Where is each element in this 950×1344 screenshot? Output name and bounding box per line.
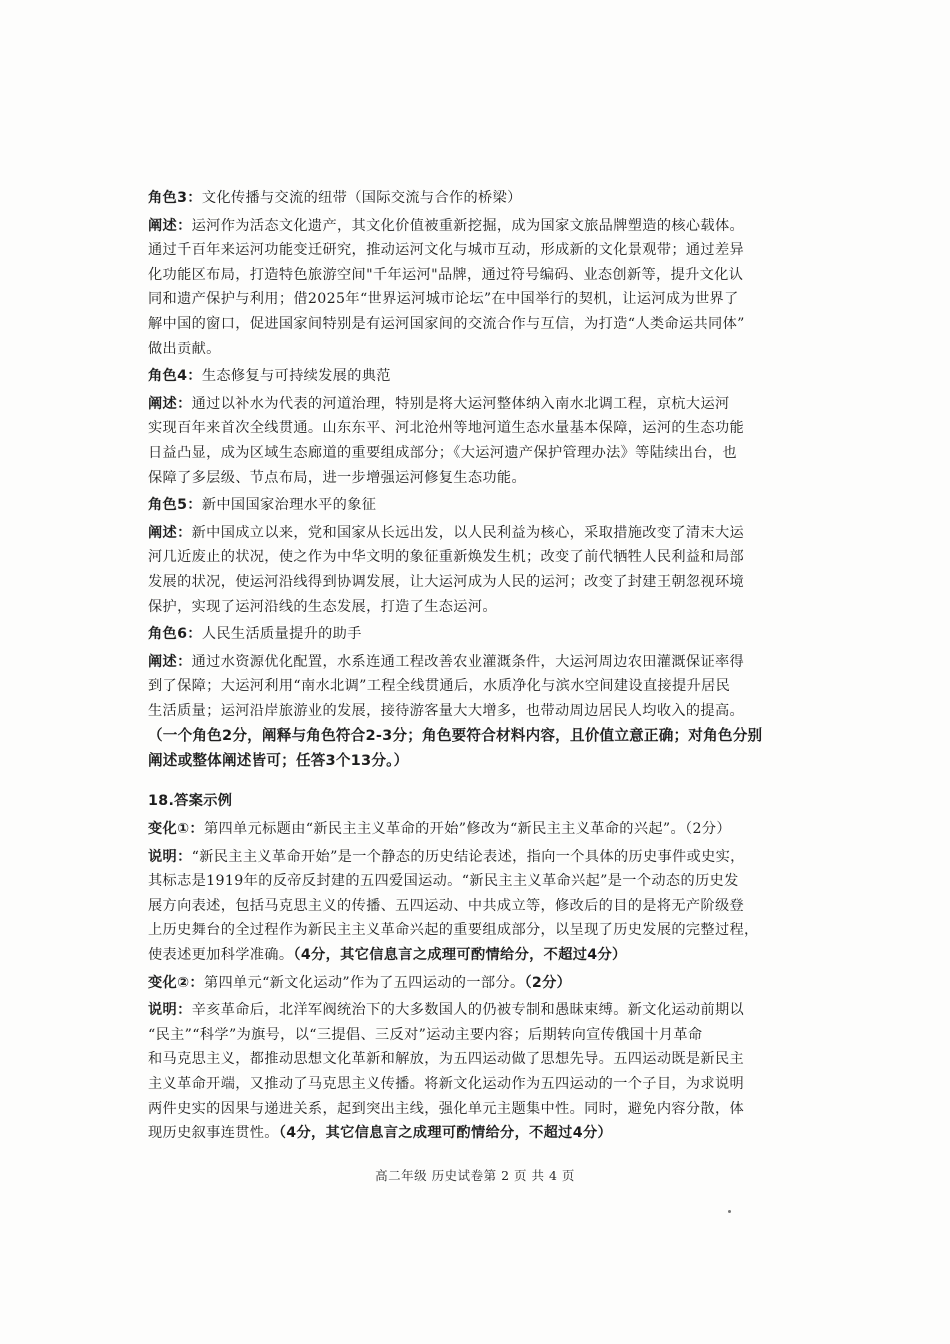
desc-label: 说明： (148, 848, 192, 865)
change-2-desc-line: 两件史实的因果与递进关系，起到突出主线，强化单元主题集中性。同时，避免内容分散，体 (148, 1100, 745, 1117)
role-label: 角色4： (148, 368, 202, 385)
role-title: 文化传播与交流的纽带（国际交流与合作的桥梁） (201, 190, 522, 206)
role-6-heading (148, 622, 808, 647)
role-title: 新中国国家治理水平的象征 (201, 497, 377, 514)
change-2-desc-line: 和马克思主义，都推动思想文化革新和解放，为五四运动做了思想先导。五四运动既是新民主 (148, 1051, 745, 1068)
role-4-desc-line: 实现百年来首次全线贯通。山东东平、河北沧州等地河道生态水量基本保障，运河的生态功能 (148, 420, 745, 437)
answer-content (148, 186, 808, 1146)
role-5-desc-line: 河几近废止的状况，使之作为中华文明的象征重新焕发生机；改变了前代牺牲人民利益和局部 (148, 549, 745, 566)
score-note: （4分，其它信息言之成理可酌情给分，不超过4分） (293, 947, 627, 964)
change-1-desc-line: 上历史舞台的全过程作为新民主主义革命兴起的重要组成部分，以呈现了历史发展的完整过程， (148, 922, 759, 939)
change-1-statement (148, 817, 808, 842)
desc-text: 使表述更加科学准确。 (148, 947, 294, 964)
desc-text: 通过以补水为代表的河道治理，特别是将大运河整体纳入南水北调工程，京杭大运河 (191, 395, 730, 412)
page-footer: 高二年级 历史试卷第 2 页 共 4 页 (375, 1168, 575, 1183)
role-5-desc-line (148, 521, 808, 546)
desc-label: 阐述： (148, 524, 192, 541)
role-6-desc-line (148, 650, 808, 675)
change-text: 第四单元标题由“新民主主义革命的开始”修改为“新民主主义革命的兴起”。（2分） (203, 821, 731, 838)
q18-heading-text: 18.答案示例 (148, 793, 233, 810)
change-1-desc-line (148, 943, 808, 968)
q18-heading (148, 789, 808, 814)
desc-text: 辛亥革命后，北洋军阀统治下的大多数国人的仍被专制和愚昧束缚。新文化运动前期以 (191, 1002, 745, 1019)
role-label: 角色3： (148, 190, 202, 206)
role-5-heading (148, 493, 808, 518)
role-3-desc-line (148, 214, 808, 239)
change-label: 变化①： (148, 821, 204, 838)
role-4-desc-line (148, 392, 808, 417)
change-1-desc-line: 其标志是1919年的反帝反封建的五四爱国运动。“新民主主义革命兴起”是一个动态的历史发 (148, 873, 739, 890)
desc-text: 通过水资源优化配置，水系连通工程改善农业灌溉条件，大运河周边农田灌溉保证率得 (191, 653, 745, 670)
role-4-desc-line: 保障了多层级、节点布局，进一步增强运河修复生态功能。 (148, 469, 526, 486)
role-6-desc-line: 生活质量；运河沿岸旅游业的发展，接待游客量大大增多，也带动周边居民人均收入的提高。 (148, 702, 745, 719)
desc-label: 阐述： (148, 653, 192, 670)
change-2-desc-line (148, 998, 808, 1023)
role-title: 生态修复与可持续发展的典范 (201, 368, 391, 385)
role-3-desc-line: 解中国的窗口，促进国家间特别是有运河国家间的交流合作与互信，为打造“人类命运共同体” (148, 315, 745, 332)
score-note: （2分） (524, 974, 572, 991)
score-note: （4分，其它信息言之成理可酌情给分，不超过4分） (278, 1125, 613, 1142)
role-5-desc-line: 发展的状况，使运河沿线得到协调发展，让大运河成为人民的运河；改变了封建王朝忽视环境 (148, 573, 745, 590)
desc-label: 说明： (148, 1002, 192, 1019)
change-label: 变化②： (148, 974, 204, 991)
role-4-heading (148, 364, 808, 389)
desc-text: “新民主主义革命开始”是一个静态的历史结论表述，指向一个具体的历史事件或史实， (191, 848, 745, 865)
scoring-note-line: 阐述或整体阐述皆可；任答3个13分。） (148, 752, 409, 770)
role-label: 角色5： (148, 497, 202, 514)
role-label: 角色6： (148, 626, 202, 643)
role-3-desc-line: 化功能区布局，打造特色旅游空间"千年运河"品牌，通过符号编码、业态创新等，提升文化认 (148, 266, 744, 283)
role-5-desc-line: 保护，实现了运河沿线的生态发展，打造了生态运河。 (148, 598, 497, 615)
change-2-desc-line: 主义革命开端，又推动了马克思主义传播。将新文化运动作为五四运动的一个子目，为求说明 (148, 1076, 745, 1092)
desc-text: 新中国成立以来，党和国家从长远出发，以人民利益为核心，采取措施改变了清末大运 (191, 524, 745, 541)
scoring-note-line: （一个角色2分，阐释与角色符合2-3分；角色要符合材料内容，且价值立意正确；对角色分别 (148, 727, 763, 745)
role-4-desc-line: 日益凸显，成为区域生态廊道的重要组成部分；《大运河遗产保护管理办法》等陆续出台，也 (148, 444, 737, 461)
change-2-desc-line (148, 1121, 808, 1146)
scan-speck (728, 1210, 731, 1213)
role-3-desc-line: 做出贡献。 (148, 340, 221, 357)
change-2-statement (148, 971, 808, 996)
role-title: 人民生活质量提升的助手 (201, 626, 362, 643)
change-1-desc-line (148, 845, 808, 870)
role-3-desc-line: 通过千百年来运河功能变迁研究，推动运河文化与城市互动，形成新的文化景观带；通过差异 (148, 242, 745, 259)
role-3-heading (148, 186, 808, 211)
change-1-desc-line: 展方向表述，包括马克思主义的传播、五四运动、中共成立等，修改后的目的是将无产阶级登 (148, 897, 745, 914)
desc-label: 阐述： (148, 217, 192, 234)
desc-text: 运河作为活态文化遗产，其文化价值被重新挖掘，成为国家文旅品牌塑造的核心载体。 (191, 217, 745, 234)
role-6-desc-line: 到了保障；大运河利用“南水北调”工程全线贯通后，水质净化与滨水空间建设直接提升居民 (148, 678, 731, 695)
change-text: 第四单元“新文化运动”作为了五四运动的一部分。 (203, 974, 525, 991)
role-3-desc-line: 同和遗产保护与利用；借2025年“世界运河城市论坛”在中国举行的契机，让运河成为世界了 (148, 291, 739, 308)
desc-label: 阐述： (148, 395, 192, 412)
change-2-desc-line: “民主”“科学”为旗号，以“三提倡、三反对”运动主要内容；后期转向宣传俄国十月革命 (148, 1026, 703, 1043)
desc-text: 现历史叙事连贯性。 (148, 1125, 279, 1142)
